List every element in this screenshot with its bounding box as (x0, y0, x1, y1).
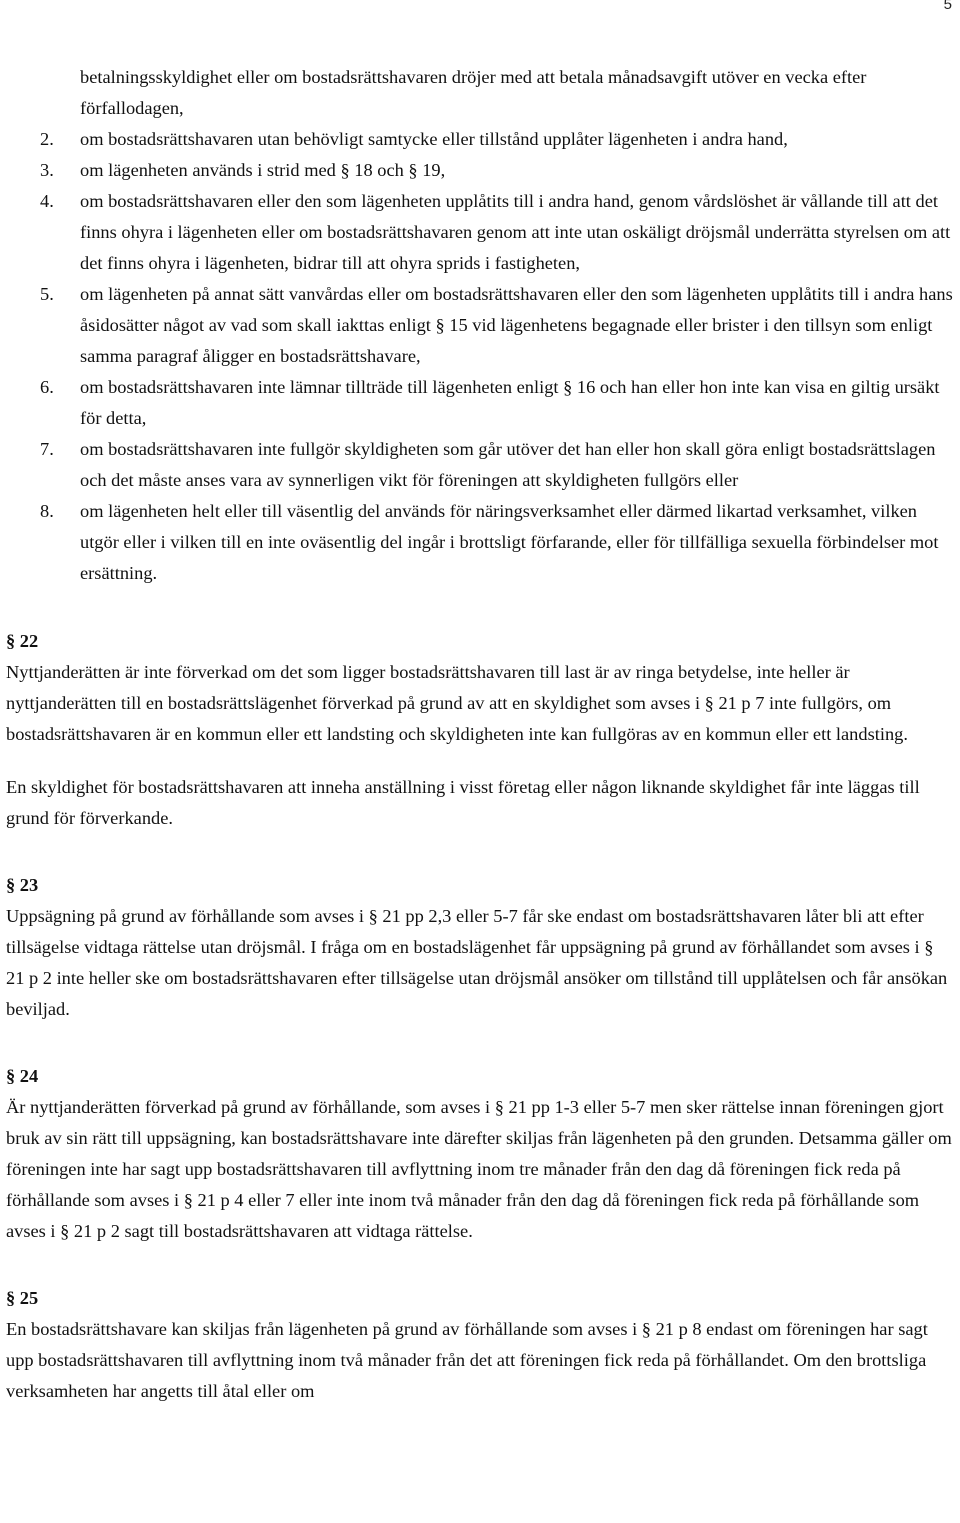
list-item-number: 8. (40, 501, 54, 521)
list-item-text: om bostadsrättshavaren inte fullgör skyldigheten som går utöver det han eller hon skall göra enligt bostadsrättslagen och det måste anses vara av synnerligen vikt för föreningen att skyldigheten fullgörs eller (80, 439, 936, 490)
section-heading: § 24 (6, 1066, 39, 1086)
section-heading: § 22 (6, 631, 39, 651)
list-item (0, 124, 960, 155)
list-item (0, 496, 960, 589)
list-item-text: om bostadsrättshavaren inte lämnar tillträde till lägenheten enligt § 16 och han eller hon inte kan visa en giltig ursäkt för detta, (80, 377, 940, 428)
section-23 (0, 870, 960, 1025)
section-25 (0, 1283, 960, 1407)
section-paragraph: Uppsägning på grund av förhållande som avses i § 21 pp 2,3 eller 5-7 får ske endast om bostadsrättshavaren låter bli att efter tillsägelse vidtaga rättelse utan dröjsmål. I fråga om en bostadslägenhet får uppsägning på grund av förhållandet som avses i § 21 p 2 inte heller ske om bostadsrättshavaren efter tillsägelse utan dröjsmål ansöker om tillstånd till upplåtelsen och får ansökan beviljad. (6, 906, 948, 1019)
list-item-text: om bostadsrättshavaren eller den som lägenheten upplåtits till i andra hand, genom vårdslöshet är vållande till att det finns ohyra i lägenheten eller om bostadsrättshavaren genom att inte utan oskäligt dröjsmål underrätta styrelsen om att det finns ohyra i lägenheten, bidrar till att ohyra sprids i fastigheten, (80, 191, 951, 273)
list-item (0, 434, 960, 496)
section-heading: § 23 (6, 875, 39, 895)
page-number: 5 (943, 0, 952, 13)
list-item (0, 62, 960, 124)
section-heading: § 25 (6, 1288, 39, 1308)
section-paragraph: En bostadsrättshavare kan skiljas från lägenheten på grund av förhållande som avses i § 21 p 8 endast om föreningen har sagt upp bostadsrättshavaren till avflyttning inom två månader från det att föreningen fick reda på förhållandet. Om den brottsliga verksamheten har angetts till åtal eller om (6, 1319, 928, 1401)
list-item (0, 186, 960, 279)
list-item-text: om bostadsrättshavaren utan behövligt samtycke eller tillstånd upplåter lägenheten i andra hand, (80, 129, 788, 149)
list-item-number: 2. (40, 129, 54, 149)
section-22 (0, 626, 960, 834)
forfeiture-grounds-list (0, 62, 960, 589)
list-item-text: om lägenheten på annat sätt vanvårdas eller om bostadsrättshavaren eller den som lägenheten upplåtits till i andra hans åsidosätter något av vad som skall iakttas enligt § 15 vid lägenhetens begagnade eller brister i den tillsyn som enligt samma paragraf åligger en bostadsrättshavare, (80, 284, 953, 366)
list-item-text: om lägenheten helt eller till väsentlig del används för näringsverksamhet eller därmed likartad verksamhet, vilken utgör eller i vilken till en inte oväsentlig del ingår i brottsligt förfarande, eller för tillfälliga sexuella förbindelser mot ersättning. (80, 501, 939, 583)
section-24 (0, 1061, 960, 1247)
list-item (0, 372, 960, 434)
list-item-number: 6. (40, 377, 54, 397)
document-body (0, 62, 960, 1407)
list-item-number: 5. (40, 284, 54, 304)
list-item-text: om lägenheten används i strid med § 18 och § 19, (80, 160, 446, 180)
list-item (0, 155, 960, 186)
list-item-number: 4. (40, 191, 54, 211)
list-item (0, 279, 960, 372)
list-item-text: betalningsskyldighet eller om bostadsrättshavaren dröjer med att betala månadsavgift utöver en vecka efter förfallodagen, (80, 67, 867, 118)
section-paragraph: En skyldighet för bostadsrättshavaren att inneha anställning i visst företag eller någon liknande skyldighet får inte läggas till grund för förverkande. (6, 777, 920, 828)
list-item-number: 7. (40, 439, 54, 459)
list-item-number: 3. (40, 160, 54, 180)
section-paragraph: Nyttjanderätten är inte förverkad om det som ligger bostadsrättshavaren till last är av ringa betydelse, inte heller är nyttjanderätten till en bostadsrättslägenhet förverkad på grund av att en skyldighet som avses i § 21 p 7 inte fullgörs, om bostadsrättshavaren är en kommun eller ett landsting och skyldigheten inte kan fullgöras av en kommun eller ett landsting. (6, 662, 908, 744)
section-paragraph: Är nyttjanderätten förverkad på grund av förhållande, som avses i § 21 pp 1-3 eller 5-7 men sker rättelse innan föreningen gjort bruk av sin rätt till uppsägning, kan bostadsrättshavare inte därefter skiljas från lägenheten på den grunden. Detsamma gäller om föreningen inte har sagt upp bostadsrättshavaren till avflyttning inom tre månader från den dag då föreningen fick reda på förhållande som avses i § 21 p 4 eller 7 eller inte inom två månader från den dag då föreningen fick reda på förhållande som avses i § 21 p 2 sagt till bostadsrättshavaren att vidtaga rättelse. (6, 1097, 952, 1241)
